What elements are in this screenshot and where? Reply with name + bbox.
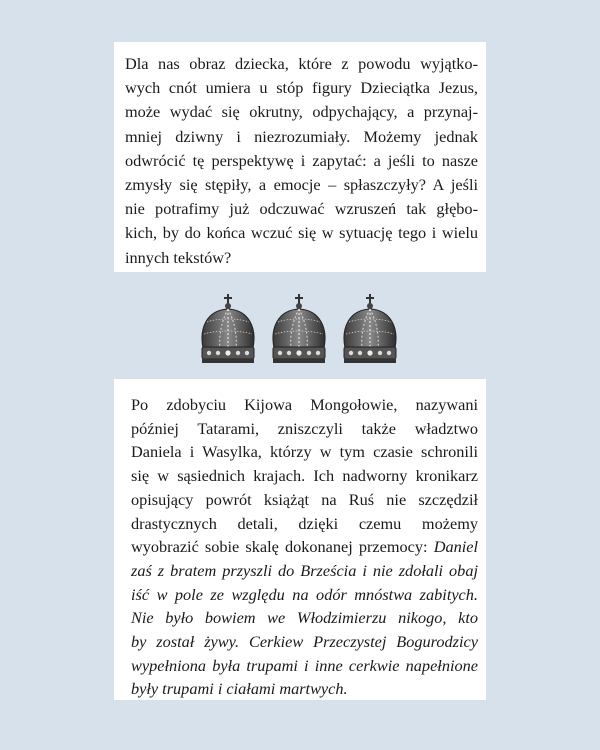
quote-line: wypełniona była trupami i inne cerkwie napełnione bbox=[131, 655, 478, 675]
text-card-top bbox=[114, 42, 486, 272]
paragraph-line: się w sąsiednich krajach. Ich nadworny kronikarz bbox=[131, 466, 478, 486]
paragraph-line bbox=[131, 535, 478, 559]
quote-line: iść w pole ze względu na odór mnóstwa zabitych. bbox=[131, 584, 478, 604]
text-card-bottom bbox=[114, 379, 486, 700]
paragraph-line: innych tekstów? bbox=[125, 247, 232, 267]
paragraph-line-text: wyobrazić sobie skalę dokonanej przemocy: bbox=[131, 537, 428, 557]
quote-line: Nie było bowiem we Włodzimierzu nikogo, kto bbox=[131, 608, 478, 628]
quote-line: by został żywy. Cerkiew Przeczystej Bogurodzicy bbox=[131, 632, 478, 652]
paragraph-line: drastycznych detali, dzięki czemu możemy bbox=[131, 513, 478, 533]
paragraph-line: Daniela i Wasylka, którzy w tym czasie schronili bbox=[131, 442, 478, 462]
paragraph-line: może wydać się okrutny, odpychający, a przynaj- bbox=[125, 102, 478, 122]
quote-start: Daniel bbox=[433, 537, 478, 557]
paragraph-line: mniej dziwny i niezrozumiały. Możemy jednak bbox=[125, 126, 478, 146]
paragraph-line: odwrócić tę perspektywę i zapytać: a jeśli to nasze bbox=[125, 150, 478, 170]
paragraph-line: wych cnót umiera u stóp figury Dzieciątka Jezus, bbox=[125, 78, 478, 98]
paragraph-line: nie potrafimy już odczuwać wzruszeń tak głębo- bbox=[125, 199, 478, 219]
crowns-ornament bbox=[197, 288, 402, 368]
paragraph-line: opisujący powrót książąt na Ruś nie szczędził bbox=[131, 489, 478, 509]
paragraph-line: kich, by do końca wczuć się w sytuację tego i wielu bbox=[125, 223, 478, 243]
quote-line: zaś z bratem przyszli do Brześcia i nie zdołali obaj bbox=[131, 560, 478, 580]
crown-icon bbox=[273, 294, 325, 363]
paragraph-line: Dla nas obraz dziecka, które z powodu wyjątko- bbox=[125, 54, 478, 73]
crown-icon bbox=[344, 294, 396, 363]
quote-line: były trupami i ciałami martwych. bbox=[131, 679, 348, 699]
paragraph-line: Po zdobyciu Kijowa Mongołowie, nazywani bbox=[131, 395, 478, 414]
crown-icon bbox=[202, 294, 254, 363]
paragraph-line: później Tatarami, zniszczyli także władztwo bbox=[131, 418, 478, 438]
paragraph-line: zmysły się stępiły, a emocje – spłaszczyły? A jeśli bbox=[125, 175, 478, 195]
